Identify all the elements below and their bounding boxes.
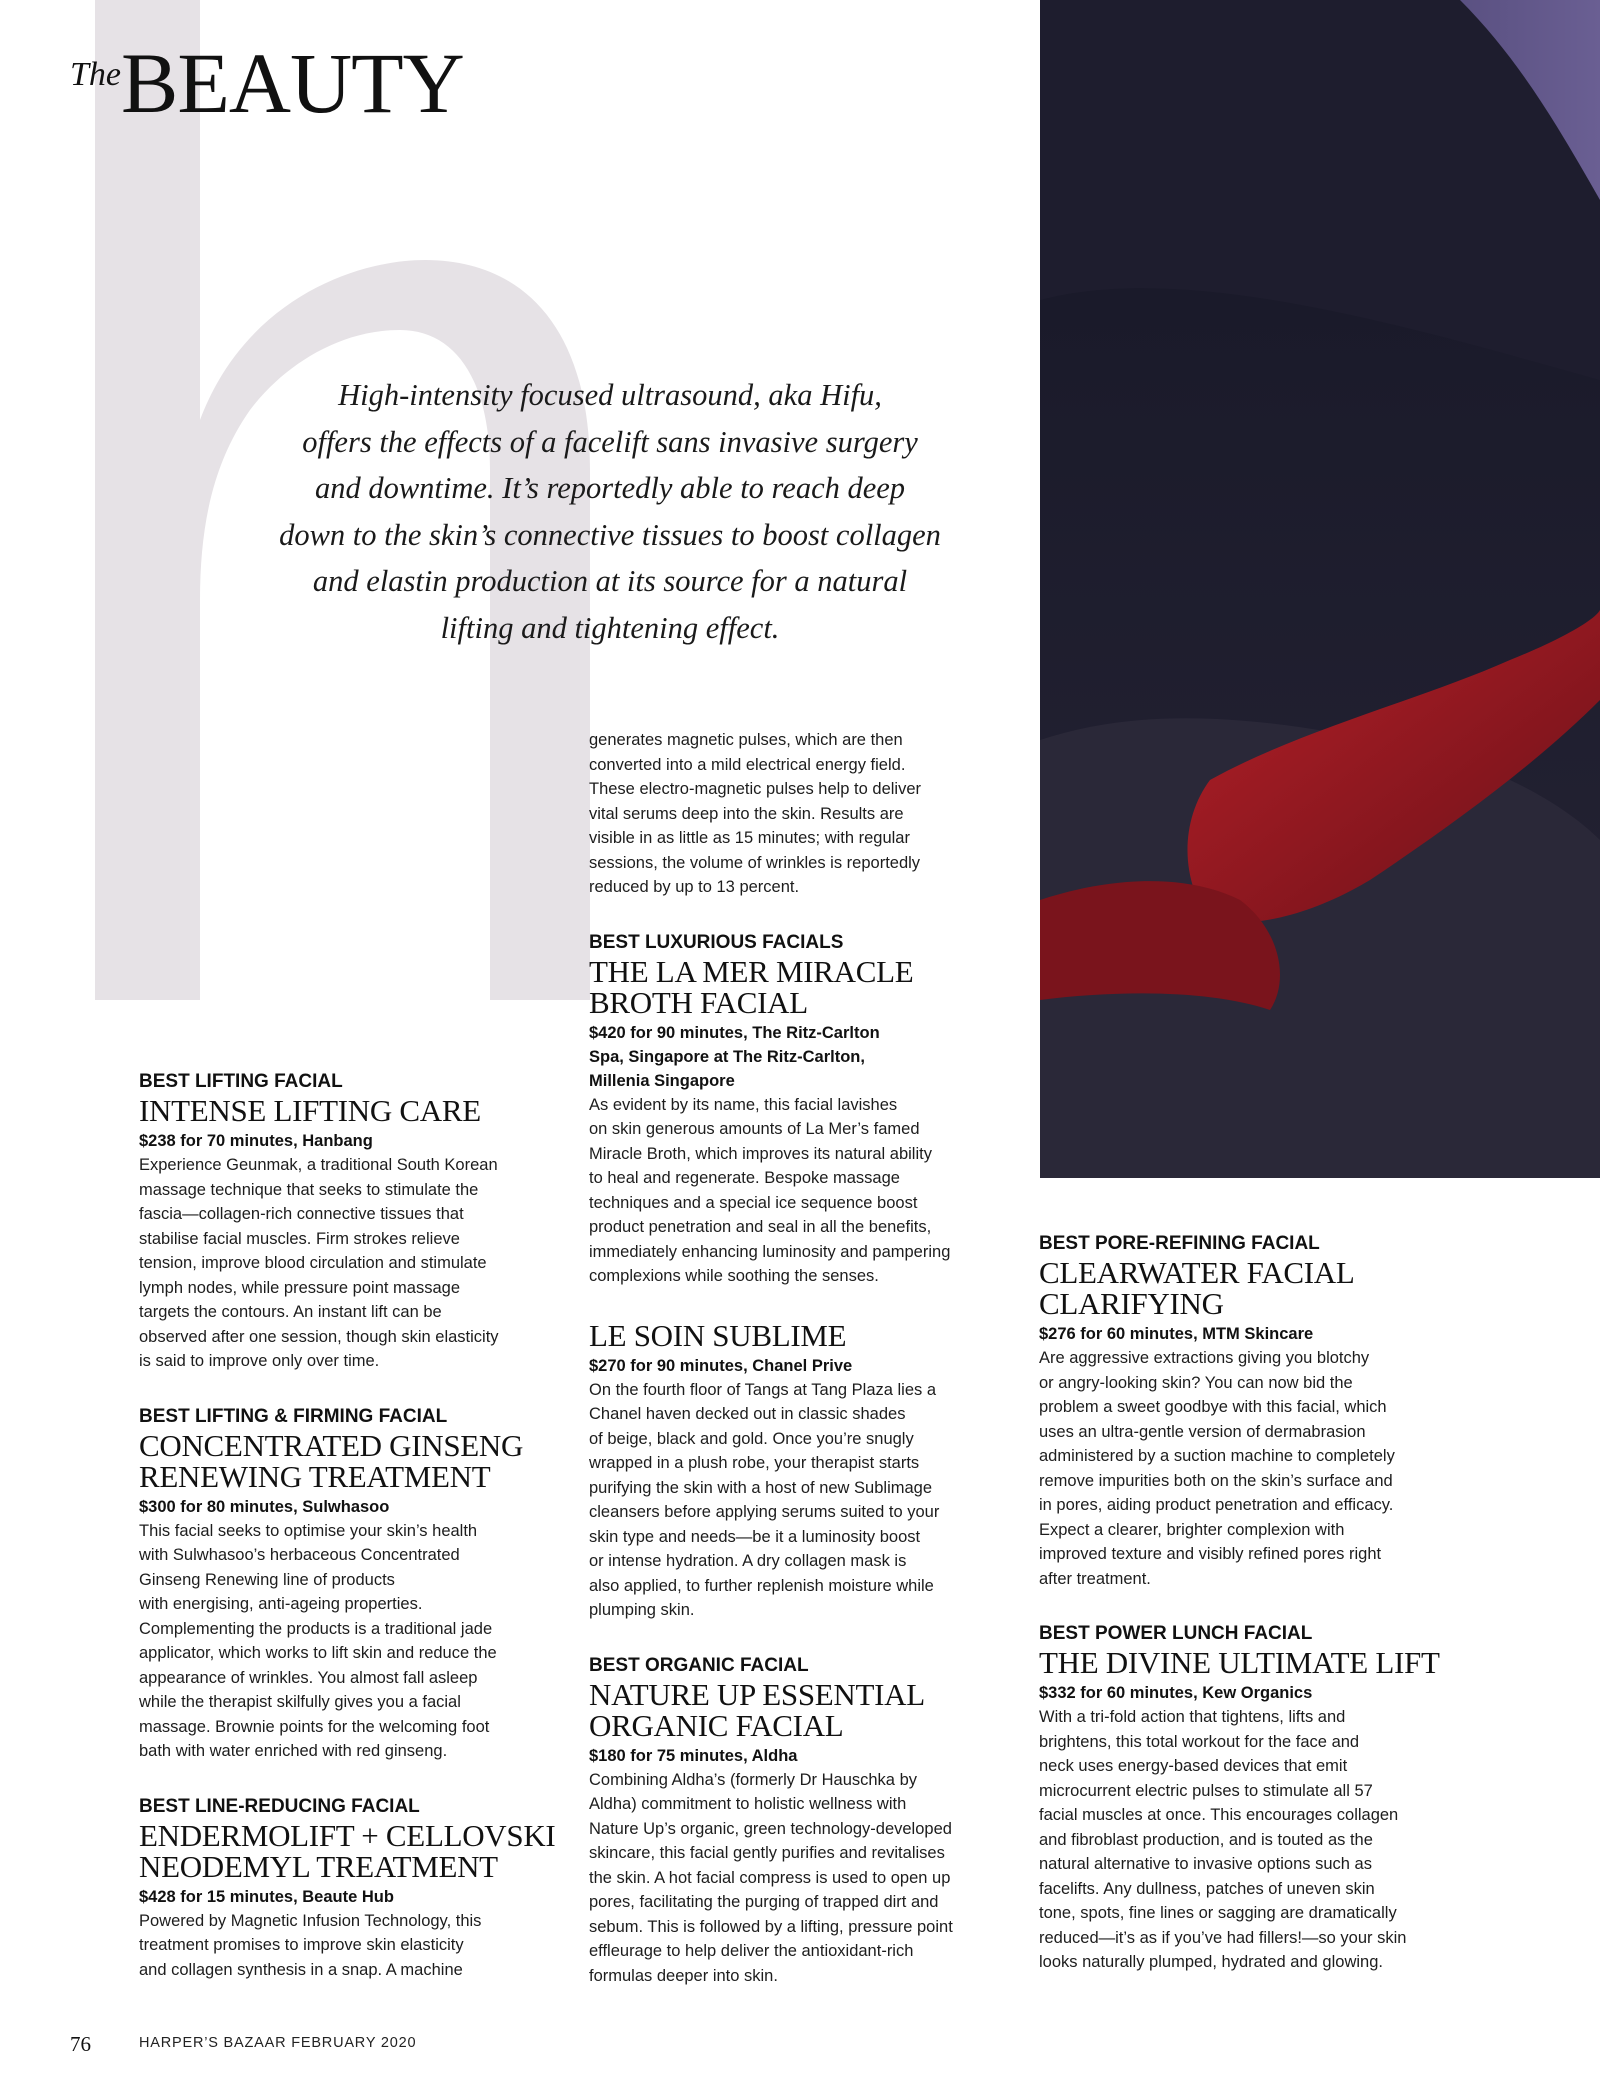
pull-quote-line: and downtime. It’s reportedly able to reach deep (314, 471, 906, 505)
facial-name (1039, 1647, 1459, 1678)
facial-price-line: $180 for 75 minutes, Aldha (589, 1746, 798, 1765)
body-line: after treatment. (1039, 1569, 1151, 1588)
facial-name (139, 1427, 559, 1494)
body-line: pores, facilitating the purging of trapped dirt and (589, 1893, 939, 1911)
facial-entry (1039, 1622, 1459, 1975)
facial-category: BEST ORGANIC FACIAL (589, 1654, 809, 1676)
facial-name-line: THE DIVINE ULTIMATE LIFT (1039, 1645, 1440, 1680)
body-line: while the therapist skilfully gives you a facial (139, 1693, 461, 1711)
facial-name-line: NEODEMYL TREATMENT (139, 1848, 498, 1884)
facial-price-line: $276 for 60 minutes, MTM Skincare (1039, 1325, 1314, 1343)
pull-quote-line: High-intensity focused ultrasound, aka Hifu, (338, 378, 882, 412)
body-line: tension, improve blood circulation and stimulate (139, 1254, 487, 1272)
section-title-beauty: BEAUTY (121, 35, 464, 131)
body-line: formulas deeper into skin. (589, 1966, 778, 1985)
facial-name-line: ORGANIC FACIAL (589, 1707, 844, 1743)
body-line: or angry-looking skin? You can now bid the (1039, 1373, 1353, 1392)
facial-name (589, 1317, 1009, 1353)
body-line: generates magnetic pulses, which are then (589, 731, 903, 749)
text-column-2 (589, 728, 1009, 2019)
body-line: bath with water enriched with red ginseng. (139, 1742, 448, 1760)
facial-price (139, 1495, 559, 1519)
body-line: Powered by Magnetic Infusion Technology, this (139, 1911, 482, 1930)
text-column-3 (1039, 1232, 1459, 2006)
facial-entry (589, 931, 1009, 1289)
body-line: administered by a suction machine to completely (1039, 1447, 1395, 1465)
body-line: improved texture and visibly refined pores right (1039, 1545, 1382, 1563)
body-line: immediately enhancing luminosity and pampering (589, 1242, 951, 1261)
facial-name-line: NATURE UP ESSENTIAL (589, 1676, 925, 1712)
body-line: massage technique that seeks to stimulate the (139, 1180, 479, 1199)
facial-name (589, 1676, 1009, 1743)
page-number: 76 (70, 2032, 91, 2056)
body-line: on skin generous amounts of La Mer’s famed (589, 1120, 920, 1138)
facial-name (139, 1095, 559, 1126)
continued-body-text (589, 728, 1009, 900)
facial-price-line: $332 for 60 minutes, Kew Organics (1039, 1684, 1313, 1702)
facial-description (139, 1519, 559, 1764)
pull-quote-line: offers the effects of a facelift sans invasive surgery (302, 424, 918, 459)
body-line: Expect a clearer, brighter complexion with (1039, 1520, 1345, 1539)
facial-entry (139, 1795, 559, 1983)
body-line: Ginseng Renewing line of products (139, 1570, 395, 1589)
body-line: sessions, the volume of wrinkles is reportedly (589, 853, 921, 872)
facial-entry (1039, 1232, 1459, 1591)
facial-description (139, 1909, 559, 1983)
body-line: This facial seeks to optimise your skin’s health (139, 1521, 478, 1540)
body-line: neck uses energy-based devices that emit (1039, 1757, 1348, 1775)
facial-description (1039, 1346, 1459, 1591)
section-title-the: The (70, 56, 121, 93)
body-line: treatment promises to improve skin elasticity (139, 1936, 464, 1954)
facial-name-line: RENEWING TREATMENT (139, 1458, 491, 1494)
facial-name-line: ENDERMOLIFT + CELLOVSKI (139, 1817, 556, 1853)
facial-entry (139, 1070, 559, 1374)
facial-name-line: CONCENTRATED GINSENG (139, 1427, 524, 1463)
body-line: converted into a mild electrical energy field. (589, 755, 906, 774)
facial-description (1039, 1705, 1459, 1975)
facial-name-line: LE SOIN SUBLIME (589, 1317, 847, 1353)
facial-description (589, 1768, 1009, 1989)
facial-price (1039, 1322, 1459, 1346)
facial-name (139, 1817, 559, 1884)
body-line: massage. Brownie points for the welcoming foot (139, 1717, 490, 1736)
facial-entry (589, 1317, 1009, 1623)
body-line: facial muscles at once. This encourages collagen (1039, 1806, 1399, 1824)
pull-quote-line: and elastin production at its source for a natural (312, 564, 908, 598)
facial-entry (139, 1405, 559, 1764)
body-line: Aldha) commitment to holistic wellness with (589, 1795, 907, 1813)
facial-price-line: $270 for 90 minutes, Chanel Prive (589, 1356, 853, 1375)
body-line: sebum. This is followed by a lifting, pressure point (589, 1917, 953, 1936)
facial-price (589, 1744, 1009, 1768)
body-line: Miracle Broth, which improves its natural ability (589, 1144, 932, 1163)
facial-category: BEST LUXURIOUS FACIALS (589, 931, 844, 953)
facial-name (1039, 1257, 1459, 1319)
facial-price-line: Millenia Singapore (589, 1071, 735, 1090)
body-line: and collagen synthesis in a snap. A machine (139, 1960, 463, 1979)
body-line: applicator, which works to lift skin and reduce the (139, 1644, 497, 1662)
facial-name-line: INTENSE LIFTING CARE (139, 1093, 481, 1128)
body-line: or intense hydration. A dry collagen mask is (589, 1552, 907, 1570)
facial-price (139, 1129, 559, 1153)
body-line: visible in as little as 15 minutes; with regular (589, 829, 910, 847)
body-line: and fibroblast production, and is touted as the (1039, 1830, 1373, 1849)
pull-quote-line: down to the skin’s connective tissues to boost collagen (279, 517, 941, 552)
body-line: On the fourth floor of Tangs at Tang Plaza lies a (589, 1380, 937, 1399)
body-line: remove impurities both on the skin’s surface and (1039, 1471, 1393, 1490)
body-line: techniques and a special ice sequence boost (589, 1193, 918, 1212)
body-line: lymph nodes, while pressure point massage (139, 1278, 461, 1297)
facial-price-line: $300 for 80 minutes, Sulwhasoo (139, 1497, 390, 1516)
body-line: As evident by its name, this facial lavishes (589, 1095, 898, 1114)
facial-description (139, 1153, 559, 1374)
body-line: with Sulwhasoo’s herbaceous Concentrated (139, 1546, 460, 1564)
body-line: With a tri-fold action that tightens, lifts and (1039, 1708, 1346, 1726)
facial-price-line: $428 for 15 minutes, Beaute Hub (139, 1887, 394, 1906)
body-line: product penetration and seal in all the benefits, (589, 1218, 932, 1236)
pull-quote-line: lifting and tightening effect. (440, 610, 780, 645)
body-line: facelifts. Any dullness, patches of uneven skin (1039, 1879, 1375, 1898)
facial-category: BEST PORE-REFINING FACIAL (1039, 1233, 1320, 1254)
facial-price-line: Spa, Singapore at The Ritz-Carlton, (589, 1047, 865, 1066)
facial-name (589, 953, 1009, 1020)
body-line: cleansers before applying serums suited to your (589, 1503, 940, 1521)
facial-description (589, 1093, 1009, 1289)
body-line: Are aggressive extractions giving you blotchy (1039, 1349, 1370, 1367)
body-line: is said to improve only over time. (139, 1352, 380, 1370)
body-line: stabilise facial muscles. Firm strokes relieve (139, 1229, 460, 1248)
publication-footer: HARPER’S BAZAAR FEBRUARY 2020 (139, 2035, 417, 2051)
facial-entry (589, 1654, 1009, 1989)
body-line: Complementing the products is a traditional jade (139, 1619, 493, 1638)
facial-description (589, 1378, 1009, 1623)
body-line: Combining Aldha’s (formerly Dr Hauschka by (589, 1770, 917, 1789)
body-line: appearance of wrinkles. You almost fall asleep (139, 1668, 478, 1687)
body-line: in pores, aiding product penetration and efficacy. (1039, 1496, 1394, 1514)
facial-name-line: CLARIFYING (1039, 1286, 1224, 1321)
body-line: looks naturally plumped, hydrated and glowing. (1039, 1953, 1383, 1971)
facial-price (1039, 1681, 1459, 1705)
facial-category: BEST LINE-REDUCING FACIAL (139, 1795, 420, 1817)
text-column-1 (139, 1070, 559, 2013)
body-line: These electro-magnetic pulses help to deliver (589, 780, 922, 798)
body-line: of beige, black and gold. Once you’re snugly (589, 1429, 914, 1448)
body-line: reduced by up to 13 percent. (589, 878, 800, 896)
fashion-photo (1040, 0, 1600, 1178)
facial-name-line: THE LA MER MIRACLE (589, 953, 914, 989)
body-line: observed after one session, though skin elasticity (139, 1327, 499, 1346)
body-line: with energising, anti-ageing properties. (139, 1595, 423, 1613)
body-line: brightens, this total workout for the face and (1039, 1732, 1360, 1751)
facial-price-line: $420 for 90 minutes, The Ritz-Carlton (589, 1023, 880, 1042)
body-line: targets the contours. An instant lift can be (139, 1303, 442, 1321)
body-line: problem a sweet goodbye with this facial, which (1039, 1398, 1387, 1416)
body-line: fascia—collagen-rich connective tissues that (139, 1205, 464, 1223)
body-line: Chanel haven decked out in classic shades (589, 1405, 906, 1423)
body-line: skincare, this facial gently purifies and revitalises (589, 1844, 945, 1862)
body-line: plumping skin. (589, 1601, 695, 1619)
body-line: natural alternative to invasive options such as (1039, 1855, 1372, 1873)
body-line: microcurrent electric pulses to stimulate all 57 (1039, 1781, 1373, 1800)
facial-price (589, 1354, 1009, 1378)
body-line: also applied, to further replenish moisture while (589, 1576, 934, 1595)
body-line: skin type and needs—be it a luminosity boost (589, 1527, 921, 1546)
facial-category: BEST POWER LUNCH FACIAL (1039, 1623, 1313, 1644)
body-line: effleurage to help deliver the antioxidant-rich (589, 1942, 914, 1960)
facial-price (589, 1021, 1009, 1093)
section-title (70, 35, 464, 131)
body-line: vital serums deep into the skin. Results are (589, 804, 904, 823)
facial-price-line: $238 for 70 minutes, Hanbang (139, 1132, 373, 1150)
body-line: tone, spots, fine lines or sagging are dramatically (1039, 1904, 1397, 1922)
facial-price (139, 1885, 559, 1909)
pull-quote (230, 372, 990, 651)
body-line: uses an ultra-gentle version of dermabrasion (1039, 1422, 1366, 1441)
body-line: Experience Geunmak, a traditional South Korean (139, 1156, 498, 1174)
body-line: reduced—it’s as if you’ve had fillers!—so your skin (1039, 1928, 1407, 1947)
body-line: purifying the skin with a host of new Sublimage (589, 1478, 933, 1497)
body-line: Nature Up’s organic, green technology-developed (589, 1819, 952, 1838)
body-line: the skin. A hot facial compress is used to open up (589, 1868, 951, 1887)
body-line: wrapped in a plush robe, your therapist starts (589, 1454, 920, 1472)
facial-category: BEST LIFTING & FIRMING FACIAL (139, 1405, 448, 1427)
facial-name-line: CLEARWATER FACIAL (1039, 1255, 1355, 1290)
facial-category: BEST LIFTING FACIAL (139, 1071, 343, 1092)
body-line: to heal and regenerate. Bespoke massage (589, 1169, 900, 1187)
body-line: complexions while soothing the senses. (589, 1267, 879, 1285)
facial-name-line: BROTH FACIAL (589, 984, 808, 1020)
